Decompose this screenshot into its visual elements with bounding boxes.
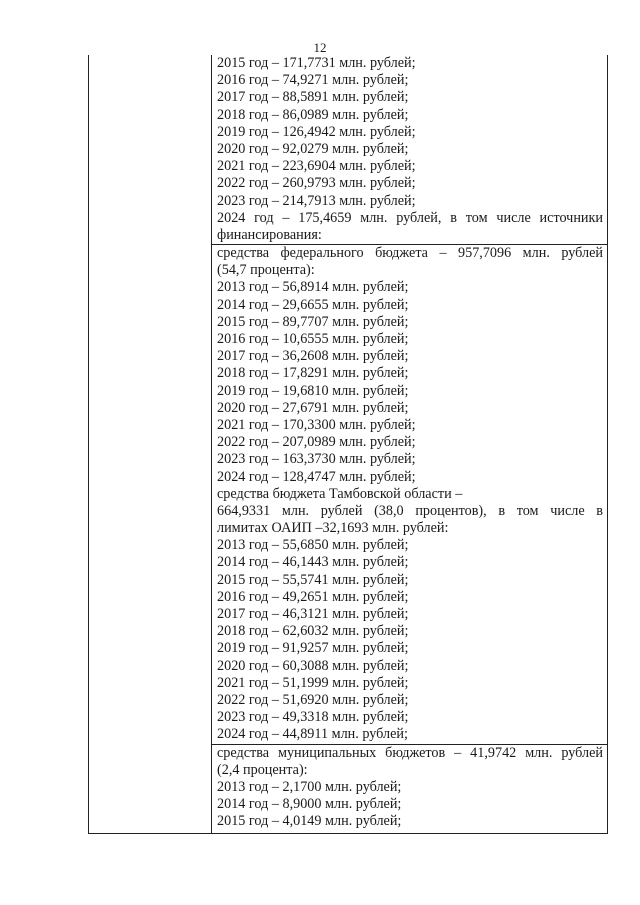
text-line: 2019 год – 91,9257 млн. рублей; [217, 640, 409, 657]
text-line: средства бюджета Тамбовской области – [217, 485, 463, 502]
table-right-column [212, 55, 607, 833]
text-line: 2019 год – 126,4942 млн. рублей; [217, 123, 416, 140]
text-line: 2023 год – 163,3730 млн. рублей; [217, 451, 416, 468]
text-line: 2013 год – 55,6850 млн. рублей; [217, 537, 409, 554]
text-line: 2021 год – 170,3300 млн. рублей; [217, 416, 416, 433]
text-line: 2020 год – 27,6791 млн. рублей; [217, 399, 409, 416]
table-left-column [89, 55, 212, 833]
text-line: 2023 год – 214,7913 млн. рублей; [217, 192, 416, 209]
text-line: 2014 год – 8,9000 млн. рублей; [217, 796, 402, 813]
funding-text [212, 55, 607, 830]
text-line: 2018 год – 17,8291 млн. рублей; [217, 365, 409, 382]
text-line: 2021 год – 51,1999 млн. рублей; [217, 674, 409, 691]
text-line: 2015 год – 4,0149 млн. рублей; [217, 813, 402, 830]
text-line: 2017 год – 36,2608 млн. рублей; [217, 348, 409, 365]
text-line: 2014 год – 46,1443 млн. рублей; [217, 554, 409, 571]
text-line: (2,4 процента): [217, 761, 308, 778]
text-line: финансирования: [217, 226, 322, 243]
text-line: лимитах ОАИП –32,1693 млн. рублей: [217, 520, 449, 537]
text-line: 2015 год – 55,5741 млн. рублей; [217, 571, 409, 588]
text-line: 2018 год – 62,6032 млн. рублей; [217, 623, 409, 640]
text-line: 2016 год – 49,2651 млн. рублей; [217, 588, 409, 605]
text-line: 2017 год – 46,3121 млн. рублей; [217, 606, 409, 622]
text-line: 2013 год – 2,1700 млн. рублей; [217, 778, 402, 795]
text-line: 2020 год – 92,0279 млн. рублей; [217, 140, 409, 157]
text-line: 2015 год – 89,7707 млн. рублей; [217, 313, 409, 330]
text-line: 2022 год – 260,9793 млн. рублей; [217, 175, 416, 192]
text-line: средства муниципальных бюджетов – 41,9742 млн. рублей [212, 744, 607, 762]
text-line: 2015 год – 171,7731 млн. рублей; [217, 55, 416, 71]
text-line: 2020 год – 60,3088 млн. рублей; [217, 657, 409, 674]
text-line: 2024 год – 128,4747 млн. рублей; [217, 468, 416, 485]
funding-table [88, 55, 608, 834]
text-line: 2019 год – 19,6810 млн. рублей; [217, 382, 409, 399]
text-line: 2021 год – 223,6904 млн. рублей; [217, 158, 416, 175]
text-line: 2018 год – 86,0989 млн. рублей; [217, 106, 409, 123]
text-line: средства федерального бюджета – 957,7096 млн. рублей [212, 244, 607, 262]
text-line: 2017 год – 88,5891 млн. рублей; [217, 89, 409, 106]
text-line: 2023 год – 49,3318 млн. рублей; [217, 709, 409, 726]
text-line: 2022 год – 51,6920 млн. рублей; [217, 691, 409, 708]
text-line: 2016 год – 74,9271 млн. рублей; [217, 72, 409, 89]
text-line: 2016 год – 10,6555 млн. рублей; [217, 331, 409, 347]
text-line: 2013 год – 56,8914 млн. рублей; [217, 279, 409, 296]
text-line: 2024 год – 44,8911 млн. рублей; [217, 726, 408, 743]
text-line: 2024 год – 175,4659 млн. рублей, в том числе источники [217, 209, 603, 226]
text-line: 2022 год – 207,0989 млн. рублей; [217, 434, 416, 451]
page-number: 12 [313, 40, 327, 55]
text-line: 2014 год – 29,6655 млн. рублей; [217, 296, 409, 313]
text-line: 664,9331 млн. рублей (38,0 процентов), в том числе в [217, 502, 603, 519]
text-line: (54,7 процента): [217, 262, 315, 279]
